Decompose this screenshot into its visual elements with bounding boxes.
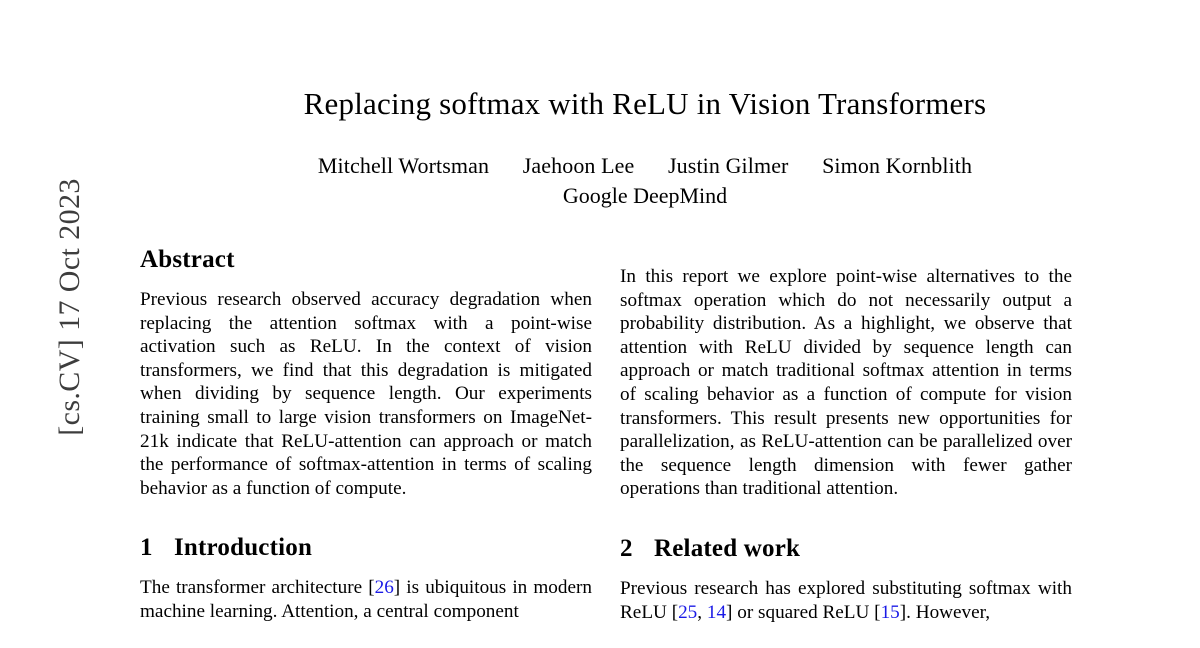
citation-link[interactable]: 14 xyxy=(706,601,727,623)
related-work-number: 2 xyxy=(620,534,633,562)
introduction-heading xyxy=(140,534,592,562)
related-work-title: Related work xyxy=(654,534,801,562)
related-text-pre: Previous research has explored substituting softmax with ReLU [ xyxy=(620,577,1072,623)
related-text-mid2: ] or squared ReLU [ xyxy=(726,601,881,623)
citation-link[interactable]: 15 xyxy=(880,601,900,623)
introduction-title: Introduction xyxy=(174,534,313,562)
author-list xyxy=(90,153,1200,179)
intro-text-pre: The transformer architecture [ xyxy=(140,577,375,599)
related-text-mid1: , xyxy=(697,601,707,623)
paper-page xyxy=(90,0,1200,648)
related-work-heading xyxy=(620,535,1072,563)
author-name: Jaehoon Lee xyxy=(522,153,635,178)
intro-text-post: ] is ubiquitous in modern machine learning. Attention, a central component xyxy=(140,577,592,622)
introduction-section xyxy=(140,534,592,623)
abstract-heading: Abstract xyxy=(140,246,235,273)
arxiv-stamp-text: [cs.CV] 17 Oct 2023 xyxy=(53,178,86,436)
related-work-text xyxy=(620,577,1072,624)
author-name: Justin Gilmer xyxy=(668,153,789,178)
author-name: Simon Kornblith xyxy=(822,153,973,178)
introduction-text xyxy=(140,576,592,623)
abstract-text: Previous research observed accuracy degradation when replacing the attention softmax with a point-wise activation such as ReLU. In the context of vision transformers, we find that this degradation is mitigated when dividing by sequence length. Our experiments training small to large vision transformers on ImageNet-21k indicate that ReLU-attention can approach or match the performance of softmax-attention in terms of scaling behavior as a function of compute. xyxy=(140,289,592,499)
right-column xyxy=(620,246,1072,624)
citation-link[interactable]: 26 xyxy=(374,577,394,599)
citation-link[interactable]: 25 xyxy=(678,601,698,623)
affiliation: Google DeepMind xyxy=(562,183,728,208)
author-name: Mitchell Wortsman xyxy=(317,153,490,178)
two-column-body xyxy=(140,246,1160,624)
related-work-section xyxy=(620,535,1072,624)
related-text-post: ]. However, xyxy=(899,601,991,623)
left-column xyxy=(140,246,592,624)
introduction-number: 1 xyxy=(140,534,153,562)
intro-summary-text: In this report we explore point-wise alternatives to the softmax operation which do not necessarily output a probability distribution. As a highlight, we observe that attention with ReLU divided by sequence length can approach or match traditional softmax attention in terms of scaling behavior as a function of compute for vision transformers. This result presents new opportunities for parallelization, as ReLU-attention can be parallelized over the sequence length dimension with fewer gather operations than traditional attention. xyxy=(620,266,1072,500)
arxiv-vertical-stamp xyxy=(0,0,90,648)
page-title: Replacing softmax with ReLU in Vision Transformers xyxy=(303,86,987,121)
